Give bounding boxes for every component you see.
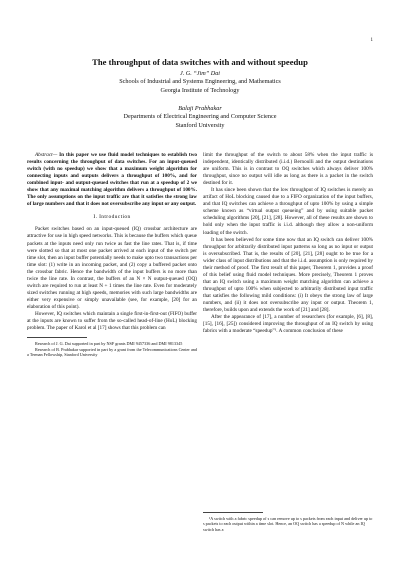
author-block-2 (0, 105, 400, 130)
author-affiliation: Stanford University (175, 121, 225, 129)
author-affiliation: Georgia Institute of Technology (160, 86, 240, 94)
abstract (27, 152, 197, 208)
abstract-text: In this paper we use fluid model techniques to establish two results concerning the throughput of data switches. For an input-queued switch (with no speedup) we show that a maximum weight algorithm for connecting inputs and outputs delivers a throughput of 100%, and for combined input- and output-queued switches that run at a speedup of 2 we show that any maximal matching algorithm delivers a throughput of 100%. The only assumptions on the input traffic are that it satisfies the strong law of large numbers and that it does not oversubscribe any input or any output. (27, 152, 197, 208)
body-paragraph: However, IQ switches which maintain a single first-in-first-out (FIFO) buffer at the inputs are known to suffer from the so-called head-of-line (HoL) blocking problem. The paper of Karol et al [17] shows that this problem can (27, 310, 197, 332)
footnote: ¹A switch with a fabric speedup of s can remove up to s packets from each input and deliver up to s packets to each output within a time slot. Hence, an OQ switch has a speedup of N while an IQ switch has a (203, 516, 373, 532)
section-heading: I. Introduction (93, 214, 131, 221)
author-name: Balaji Prabhakar (178, 105, 222, 112)
left-column (27, 152, 197, 357)
author-block-1 (0, 70, 400, 95)
footnote: Research of B. Prabhakar supported in part by a grant from the Telecommunications Center and a Terman Fellowship, Stanford University (27, 346, 197, 357)
body-paragraph: After the appearance of [17], a number of researchers (for example, [6], [8], [15], [16], [25]) considered improving the throughput of an IQ switch by using fabrics with a moderate “speedup”¹. A common conclusion of these (203, 314, 373, 335)
author-name: J. G. “Jim” Dai (179, 70, 221, 77)
author-affiliation: Schools of Industrial and Systems Engineering, and Mathematics (119, 78, 281, 86)
author-affiliation: Departments of Electrical Engineering and Computer Science (123, 113, 277, 121)
abstract-lead: Abstract— (35, 152, 58, 158)
right-footnote-block (203, 512, 373, 532)
footnote-rule (27, 337, 87, 338)
right-column (203, 152, 373, 335)
body-paragraph: It has since been shown that the low throughput of IQ switches is merely an artifact of HoL blocking caused due to a FIFO organization of the input buffers, and that IQ switches can achieve a throughput of upto 100% by using a simple scheme known as “virtual output queueing” and by using suitable packet scheduling algorithms [20], [21], [28]. However, all of these results are shown to hold only when the input traffic is i.i.d. although they allow a non-uniform loading of the switch. (203, 187, 373, 236)
footnote-rule (203, 512, 263, 513)
footnote: Research of J. G. Dai supported in part by NSF grants DMI 9457336 and DMI 9813345 (35, 341, 183, 347)
body-paragraph: Packet switches based on an input-queued (IQ) crossbar architecture are attractive for use in high speed networks. This is because the buffers which queue packets at the inputs need only run twice as fast the line rates. That is, if time were slotted so that at most one packet arrived at each input of the switch per time slot, then an input buffer potentially needs to make upto two transactions per time slot: (1) write in an incoming packet, and (2) copy a buffered packet onto the crossbar fabric. Hence the bandwidth of the input buffers is no more than twice the line rate. In contrast, the buffers of an N × N output-queued (OQ) switch are required to run at least N + 1 times the line rate. Even for moderately sized switches running at high speeds, memories with such large bandwidths are either very expensive or simply unavailable (see, for example, [20] for an elaboration of this point). (27, 226, 197, 310)
body-paragraph: It has been believed for some time now that an IQ switch can deliver 100% throughput for arbitrarily distributed input patterns so long as no input or output is oversubscribed. That is, the results of [20], [21], [28] ought to be true for a wider class of input distributions and that the i.i.d. assumption is only required by their method of proof. The first result of this paper, Theorem 1, provides a proof of this belief using fluid model techniques. More precisely, Theorem 1 proves that an IQ switch using a maximum weight matching algorithm can achieve a throughput of upto 100% when subjected to arbitrarily distributed input traffic that satisfies the following mild conditions: (i) It obeys the strong law of large numbers, and (ii) it does not oversubscribe any input or output. Theorem 1, therefore, builds upon and extends the work of [21] and [28]. (203, 236, 373, 314)
paper-title: The throughput of data switches with and without speedup (92, 57, 308, 67)
body-paragraph: limit the throughput of the switch to about 58% when the input traffic is independent, identically distributed (i.i.d.) Bernoulli and the output destinations are uniform. This is in contrast to OQ switches which always deliver 100% throughput, since no output will idle as long as there is a packet in the switch destined for it. (203, 152, 373, 187)
page-number: 1 (370, 38, 373, 43)
